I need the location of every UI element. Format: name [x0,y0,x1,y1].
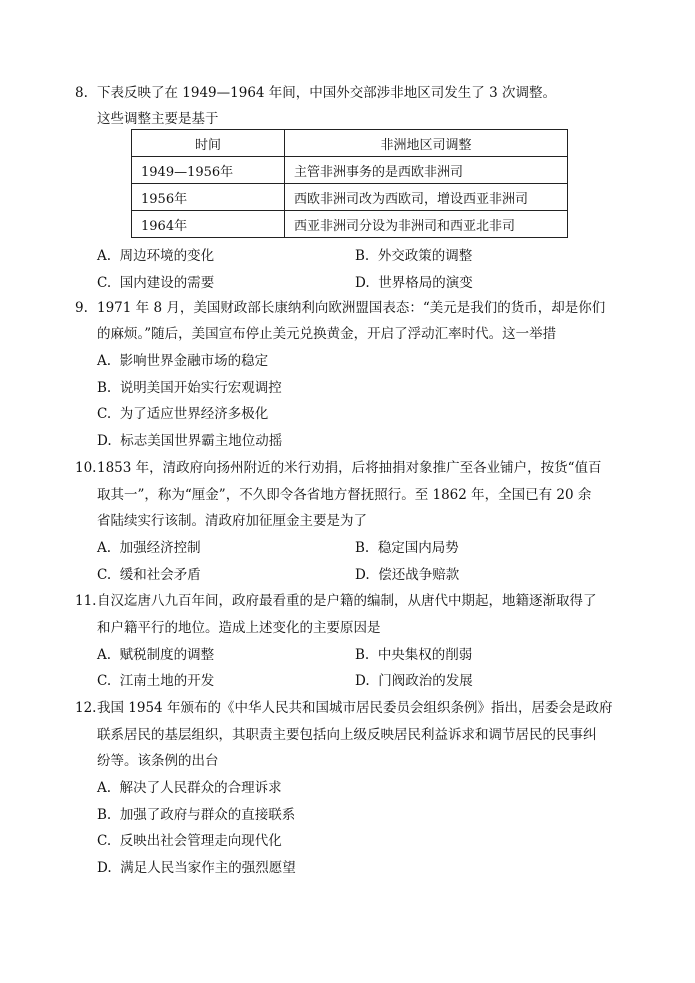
question-stem-line: 1971 年 8 月，美国财政部长康纳利向欧洲盟国表态：“美元是我们的货币，却是你们 [97,300,606,316]
question-stem-line: 下表反映了在 1949—1964 年间，中国外交部涉非地区司发生了 3 次调整。 [97,85,556,101]
option-a: A. 加强经济控制 [97,540,201,556]
option-b: B. 加强了政府与群众的直接联系 [97,807,296,823]
question-stem-line: 自汉迄唐八九百年间，政府最看重的是户籍的编制，从唐代中期起，地籍逐渐取得了 [97,593,597,609]
table-cell: 1956年 [132,184,285,211]
option-d: D. 标志美国世界霸主地位动摇 [97,433,283,449]
option-a: A. 影响世界金融市场的稳定 [97,353,269,369]
option-c: C. 反映出社会管理走向现代化 [97,833,282,849]
adjustment-table [131,129,568,238]
question-number: 8. [75,85,88,101]
table-cell: 西欧非洲司改为西欧司，增设西亚非洲司 [285,184,568,211]
table-header-cell: 非洲地区司调整 [285,130,568,157]
option-c: C. 为了适应世界经济多极化 [97,406,269,422]
option-c: C. 国内建设的需要 [97,275,215,291]
question-stem-line: 我国 1954 年颁布的《中华人民共和国城市居民委员会组织条例》指出，居委会是政府 [97,700,613,716]
option-b: B. 稳定国内局势 [355,540,459,556]
question-stem-line: 联系居民的基层组织，其职责主要包括向上级反映居民利益诉求和调节居民的民事纠 [97,727,597,743]
question-number: 12. [75,700,97,716]
question-stem-line: 纷等。该条例的出台 [97,753,219,769]
table-row [132,157,568,184]
table-cell: 主管非洲事务的是西欧非洲司 [285,157,568,184]
option-b: B. 外交政策的调整 [355,248,473,264]
table-row [132,211,568,238]
option-d: D. 世界格局的演变 [355,275,473,291]
option-d: D. 满足人民当家作主的强烈愿望 [97,860,296,876]
table-header-cell: 时间 [132,130,285,157]
question-stem-line: 1853 年，清政府向扬州附近的米行劝捐，后将抽捐对象推广至各业铺户，按货“值百 [97,460,602,476]
option-c: C. 江南土地的开发 [97,673,215,689]
question-stem-line: 省陆续实行该制。清政府加征厘金主要是为了 [97,513,367,529]
question-stem-line: 这些调整主要是基于 [97,111,219,127]
question-number: 11. [75,593,97,609]
table-header-row [132,130,568,157]
option-b: B. 中央集权的削弱 [355,647,473,663]
question-stem-line: 取其一”，称为“厘金”，不久即令各省地方督抚照行。至 1862 年，全国已有 20 余 [97,487,592,503]
table-cell: 1964年 [132,211,285,238]
option-a: A. 解决了人民群众的合理诉求 [97,780,282,796]
option-c: C. 缓和社会矛盾 [97,567,201,583]
table-row [132,184,568,211]
option-b: B. 说明美国开始实行宏观调控 [97,380,282,396]
option-d: D. 偿还战争赔款 [355,567,460,583]
option-d: D. 门阀政治的发展 [355,673,473,689]
question-number: 10. [75,460,97,476]
question-number: 9. [75,300,88,316]
option-a: A. 周边环境的变化 [97,248,215,264]
table-cell: 西亚非洲司分设为非洲司和西亚北非司 [285,211,568,238]
table-cell: 1949—1956年 [132,157,285,184]
option-a: A. 赋税制度的调整 [97,647,215,663]
question-stem-line: 和户籍平行的地位。造成上述变化的主要原因是 [97,620,381,636]
question-stem-line: 的麻烦。”随后，美国宣布停止美元兑换黄金，开启了浮动汇率时代。这一举措 [97,326,557,342]
